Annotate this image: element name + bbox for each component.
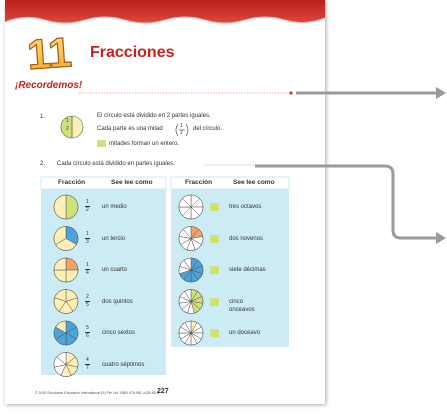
item-1-line-2-pre: Cada parte es una mitad [97,126,163,132]
item-1-line-1: El círculo está dividido en 2 partes iguales. [97,113,211,119]
circle-fraction-den: 2 [66,126,69,132]
reading-text: cinco onceavos [229,298,255,313]
section-heading: ¡Recordemos! [15,80,83,91]
page-number: 227 [157,388,169,395]
fraction-denominator: 4 [86,270,89,276]
reading-text: siete décimas [229,267,266,273]
item-1-line-2-post: del círculo. [193,126,223,132]
fraction-numerator: 2 [86,293,89,300]
reading-text: dos quintos [102,298,133,305]
fraction-numerator: 5 [86,325,89,331]
reading-text: un doceavo [229,330,261,336]
fraction-denominator: 2 [86,207,89,213]
fraction-denominator: 6 [86,333,89,339]
reading-text: tres octavos [229,204,262,210]
fraction-denominator: 5 [86,301,89,308]
reading-text: un medio [102,204,127,210]
reading-text: cuatro séptimos [102,361,145,368]
left-header-reading: See lee como [111,179,153,186]
paren-fraction-den: 2 [180,130,183,136]
reading-text: cinco sextos [102,330,136,336]
chapter-number: 11 [25,28,74,79]
item-2-text: Cada círculo está dividido en partes iguales. [57,161,175,167]
chapter-title: Fracciones [90,44,175,61]
right-header-fraction: Fracción [185,179,213,186]
fraction-numerator: 1 [86,262,89,268]
circle-fraction-num: 1 [66,118,69,124]
item-1-line-3: mitades forman un entero. [109,141,180,147]
footer-copyright: © 2015 Scholastic Education International (S) Pte Ltd. ISBN 978-981-4428-88-8 [35,391,159,395]
item-2-number: 2. [40,161,46,167]
paren-fraction-num: 1 [180,123,183,129]
fraction-numerator: 4 [86,356,89,363]
left-header-fraction: Fracción [58,179,86,186]
right-header-reading: See lee como [233,179,275,186]
fraction-denominator: 7 [86,364,89,371]
arrow-2 [255,166,436,238]
fraction-denominator: 3 [86,238,89,245]
reading-text: un cuarto [102,267,128,273]
reading-text: dos novenos [229,235,264,242]
fraction-numerator: 1 [86,199,89,205]
arrowhead-1 [436,87,446,99]
arrowhead-2 [436,232,446,244]
item-1-number: 1. [40,114,46,120]
reading-text: un tercio [102,235,126,242]
fraction-numerator: 1 [86,230,89,237]
